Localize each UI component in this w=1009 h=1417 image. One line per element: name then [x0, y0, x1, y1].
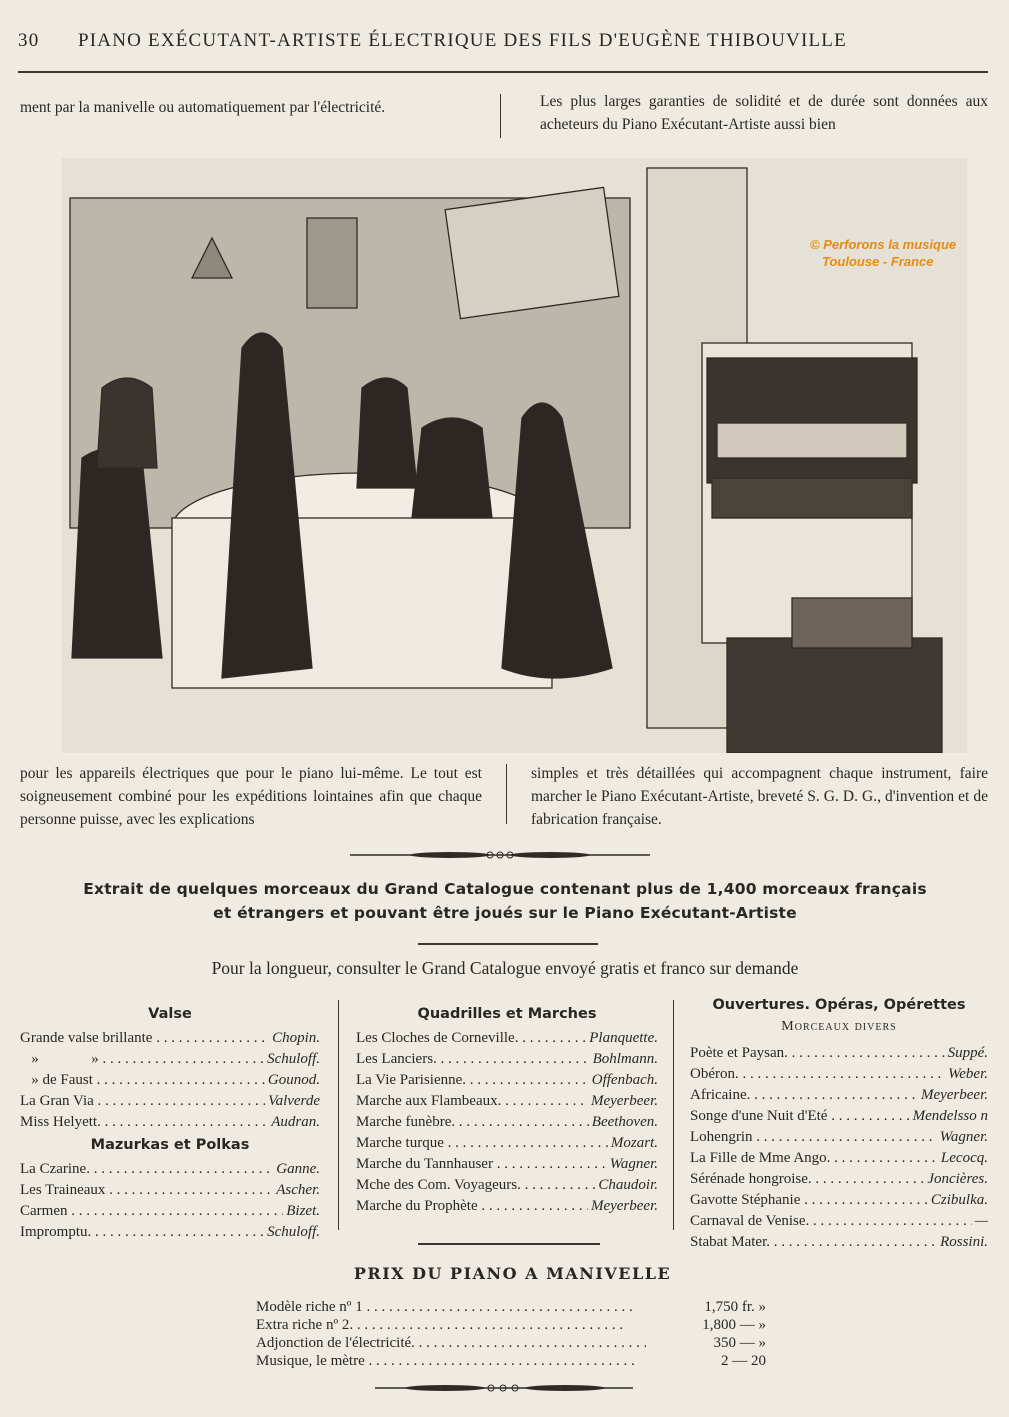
- list-item: [356, 1049, 658, 1070]
- piece-title: La Fille de Mme Ango. . . .: [690, 1148, 938, 1169]
- list-item: [20, 1028, 320, 1049]
- piece-title: Mche des Com. Voyageurs. . . .: [356, 1175, 595, 1196]
- salon-piano-illustration: [62, 158, 967, 753]
- list-item: [690, 1169, 988, 1190]
- price-label: Musique, le mètre . . .: [256, 1352, 646, 1370]
- catalogue-title: [20, 877, 990, 925]
- price-value: 350 — »: [713, 1335, 766, 1351]
- list-item: [356, 1070, 658, 1091]
- piece-title: Songe d'une Nuit d'Eté . . .: [690, 1106, 910, 1127]
- piece-title: Gavotte Stéphanie . . .: [690, 1190, 928, 1211]
- column-divider: [673, 1000, 674, 1230]
- bottom-text-left: pour les appareils électriques que pour le piano lui-même. Le tout est soigneusement combiné pour les expéditions lointaines afin que chaque personne puisse, avec les explications: [20, 765, 482, 828]
- piece-title: Marche funèbre. . . .: [356, 1112, 589, 1133]
- ornament-divider: [375, 1382, 635, 1394]
- composer: Planquette.: [589, 1030, 658, 1046]
- composer: Meyerbeer.: [590, 1093, 658, 1109]
- section-subheading: Morceaux divers: [781, 1019, 897, 1034]
- price-row: [256, 1352, 776, 1370]
- composer: —: [974, 1213, 988, 1229]
- composer: Bizet.: [286, 1203, 320, 1219]
- section-heading: Ouvertures. Opéras, Opérettes: [712, 997, 966, 1013]
- list-item: [20, 1159, 320, 1180]
- running-title: PIANO EXÉCUTANT-ARTISTE ÉLECTRIQUE DES FILS D'EUGÈNE THIBOUVILLE: [78, 30, 847, 51]
- composer: Gounod.: [267, 1072, 320, 1088]
- piece-title: Les Traineaux . . .: [20, 1180, 273, 1201]
- composer: Meyerbeer.: [920, 1087, 988, 1103]
- composer: Schuloff.: [267, 1224, 320, 1240]
- composer: Audran.: [271, 1114, 320, 1130]
- catalogue-column-1: [20, 1002, 320, 1243]
- prices-list: [256, 1298, 776, 1370]
- column-divider: [506, 764, 507, 824]
- composer: Ganne.: [276, 1161, 320, 1177]
- list-item: [356, 1196, 658, 1217]
- composer: Czibulka.: [930, 1192, 988, 1208]
- piece-title: Africaine. . . .: [690, 1085, 918, 1106]
- composer: Wagner.: [609, 1156, 658, 1172]
- piece-title: » » . . .: [20, 1049, 264, 1070]
- composer: Lecocq.: [940, 1150, 988, 1166]
- list-item: [356, 1028, 658, 1049]
- composer: Rossini.: [940, 1234, 988, 1250]
- price-row: [256, 1298, 776, 1316]
- header-rule: [18, 71, 988, 73]
- piece-title: La Czarine. . . .: [20, 1159, 273, 1180]
- list-item: [20, 1201, 320, 1222]
- price-value: 2 — 20: [721, 1353, 766, 1369]
- composer: Schuloff.: [267, 1051, 320, 1067]
- top-text-left: ment par la manivelle ou automatiquement par l'électricité.: [20, 99, 386, 116]
- composer: Meyerbeer.: [590, 1198, 658, 1214]
- piece-title: Carmen . . .: [20, 1201, 283, 1222]
- list-item: [690, 1106, 988, 1127]
- list-item: [690, 1085, 988, 1106]
- price-value: 1,800 — »: [702, 1317, 766, 1333]
- catalogue-title-line-1: Extrait de quelques morceaux du Grand Catalogue contenant plus de 1,400 morceaux français: [83, 880, 927, 898]
- list-item: [690, 1043, 988, 1064]
- page-number: 30: [18, 30, 40, 51]
- piece-title: Marche du Tannhauser . . .: [356, 1154, 607, 1175]
- list-item: [690, 1232, 988, 1253]
- composer: Bohlmann.: [592, 1051, 658, 1067]
- ornament-divider: [350, 848, 660, 862]
- price-label: Extra riche nº 2. . . .: [256, 1316, 646, 1334]
- column-divider: [500, 94, 501, 138]
- composer: Offenbach.: [591, 1072, 658, 1088]
- list-item: [690, 1190, 988, 1211]
- piece-title: Sérénade hongroise. . . .: [690, 1169, 924, 1190]
- list-item: [20, 1049, 320, 1070]
- composer: Beethoven.: [591, 1114, 658, 1130]
- price-label: Modèle riche nº 1 . . .: [256, 1298, 646, 1316]
- catalogue-title-line-2: et étrangers et pouvant être joués sur le Piano Exécutant-Artiste: [213, 904, 797, 922]
- column-divider: [338, 1000, 339, 1230]
- list-item: [20, 1222, 320, 1243]
- composer: Joncières.: [927, 1171, 988, 1187]
- composer: Mendelsso n: [912, 1108, 988, 1124]
- composer: Weber.: [948, 1066, 988, 1082]
- watermark-line-1: © Perforons la musique: [810, 237, 957, 252]
- title-rule: [418, 943, 598, 945]
- watermark-line-2: Toulouse - France: [822, 254, 934, 269]
- piece-title: Marche turque . . .: [356, 1133, 608, 1154]
- piece-title: Marche du Prophète . . .: [356, 1196, 588, 1217]
- composer: Valverde: [268, 1093, 320, 1109]
- list-item: [20, 1070, 320, 1091]
- piece-title: Obéron. . . .: [690, 1064, 945, 1085]
- piece-title: La Vie Parisienne. . . .: [356, 1070, 589, 1091]
- price-label: Adjonction de l'électricité. . . .: [256, 1334, 646, 1352]
- top-text-right: Les plus larges garanties de solidité et de durée sont données aux acheteurs du Piano Exécutant-Artiste aussi bien: [540, 93, 988, 133]
- piece-title: » de Faust . . .: [20, 1070, 265, 1091]
- composer: Wagner.: [939, 1129, 988, 1145]
- composer: Ascher.: [276, 1182, 320, 1198]
- piece-title: Marche aux Flambeaux. . . .: [356, 1091, 588, 1112]
- list-item: [20, 1091, 320, 1112]
- list-item: [690, 1127, 988, 1148]
- composer: Chopin.: [272, 1030, 320, 1046]
- catalogue-subtitle: Pour la longueur, consulter le Grand Catalogue envoyé gratis et franco sur demande: [211, 958, 799, 978]
- piece-title: Miss Helyett. . . .: [20, 1112, 268, 1133]
- price-row: [256, 1334, 776, 1352]
- prices-title: PRIX DU PIANO A MANIVELLE: [353, 1264, 672, 1283]
- composer: Mozart.: [610, 1135, 658, 1151]
- piece-title: Lohengrin . . .: [690, 1127, 937, 1148]
- watermark: [810, 236, 956, 270]
- section-heading: Quadrilles et Marches: [417, 1006, 597, 1022]
- price-value: 1,750 fr. »: [704, 1299, 766, 1315]
- piece-title: La Gran Via . . .: [20, 1091, 265, 1112]
- section-heading: Mazurkas et Polkas: [90, 1137, 250, 1153]
- piece-title: Carnaval de Venise. . . .: [690, 1211, 972, 1232]
- section-heading: Valse: [148, 1006, 192, 1022]
- composer: Suppé.: [947, 1045, 988, 1061]
- list-item: [356, 1091, 658, 1112]
- piece-title: Impromptu. . . .: [20, 1222, 264, 1243]
- list-item: [690, 1211, 988, 1232]
- bottom-text-right: simples et très détaillées qui accompagnent chaque instrument, faire marcher le Piano Exécutant-Artiste, breveté S. G. D. G., d'invention et de fabrication française.: [531, 765, 988, 828]
- piece-title: Les Lanciers. . . .: [356, 1049, 590, 1070]
- piece-title: Poète et Paysan. . . .: [690, 1043, 945, 1064]
- composer: Chaudoir.: [598, 1177, 658, 1193]
- list-item: [356, 1133, 658, 1154]
- piece-title: Stabat Mater. . . .: [690, 1232, 937, 1253]
- list-item: [356, 1112, 658, 1133]
- prices-rule: [418, 1243, 600, 1245]
- catalogue-column-2: [356, 1002, 658, 1217]
- catalogue-column-3: [690, 993, 988, 1253]
- page-header: [18, 30, 998, 52]
- list-item: [20, 1180, 320, 1201]
- list-item: [690, 1148, 988, 1169]
- list-item: [690, 1064, 988, 1085]
- piece-title: Les Cloches de Corneville. . . .: [356, 1028, 586, 1049]
- list-item: [356, 1154, 658, 1175]
- list-item: [356, 1175, 658, 1196]
- list-item: [20, 1112, 320, 1133]
- piece-title: Grande valse brillante . . .: [20, 1028, 269, 1049]
- price-row: [256, 1316, 776, 1334]
